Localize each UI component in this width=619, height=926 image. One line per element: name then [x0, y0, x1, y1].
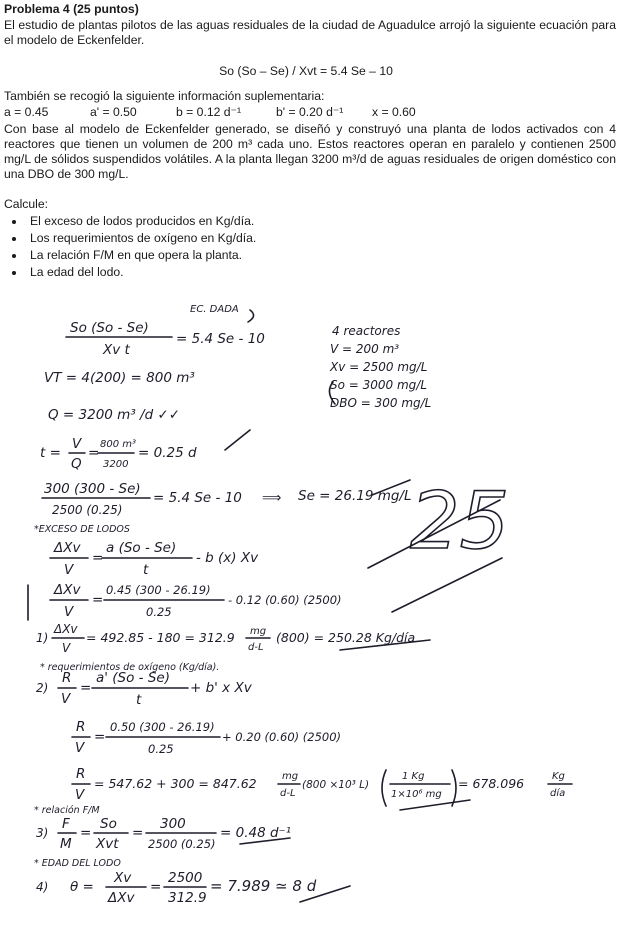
param-a-prime: a' = 0.50: [90, 105, 137, 119]
hw-o1-lhs-den: V: [61, 691, 71, 707]
hw-r1-unit-num: mg: [250, 626, 267, 637]
hw-fm-lhs-den: M: [60, 836, 72, 852]
hw-given-so: So = 3000 mg/L: [330, 378, 428, 392]
hw-o3-result-unit-num: Kg: [552, 771, 565, 782]
task-item: • El exceso de lodos producidos en Kg/día.: [26, 213, 256, 230]
hw-fm-index: 3): [36, 826, 49, 840]
hw-ex2-lhs-num: ΔXv: [54, 582, 81, 598]
hw-eq-sign: =: [92, 550, 104, 566]
hw-fm-num: 300: [160, 816, 186, 832]
hw-t-den: 3200: [103, 459, 129, 470]
hw-total-volume: VT = 4(200) = 800 m³: [44, 370, 195, 386]
hw-se-result: Se = 26.19 mg/L: [298, 488, 412, 504]
hw-eq-rhs: = 5.4 Se - 10: [176, 331, 265, 347]
task-item: • Los requerimientos de oxígeno en Kg/día.: [26, 230, 256, 247]
hw-ex2-mid-num: 0.45 (300 - 26.19): [106, 583, 211, 597]
hw-given-volume: V = 200 m³: [330, 342, 400, 356]
hw-o2-mid-num: 0.50 (300 - 26.19): [110, 720, 215, 734]
problem-intro: El estudio de plantas pilotos de las aguas residuales de la ciudad de Aguadulce arrojó la siguiente ecuación para el modelo de Eckenfelder.: [4, 18, 616, 47]
hw-r1-lhs-den: V: [62, 641, 71, 655]
hw-se-rhs: = 5.4 Se - 10: [153, 490, 242, 506]
param-b-prime: b' = 0.20 d⁻¹: [276, 105, 344, 119]
hw-ec-dada: EC. DADA: [190, 304, 239, 315]
handwritten-solution: [0, 290, 619, 926]
hw-given-xv: Xv = 2500 mg/L: [330, 360, 428, 374]
hw-heading-fm: * relación F/M: [34, 805, 100, 816]
hw-ed-num2: 2500: [168, 870, 203, 886]
problem-title: Problema 4 (25 puntos): [4, 2, 139, 16]
hw-ed-index: 4): [36, 880, 49, 894]
hw-o3-conv-den: 1×10⁶ mg: [391, 789, 442, 800]
hw-t-eq: =: [88, 445, 100, 461]
hw-ex2-mid-den: 0.25: [146, 605, 172, 619]
hw-flow: Q = 3200 m³ /d ✓✓: [48, 407, 181, 423]
hw-r1-values: = 492.85 - 180 = 312.9: [86, 630, 235, 645]
problem-description: Con base al modelo de Eckenfelder generado, se diseñó y construyó una planta de lodos activados con 4 reactores que tienen un volumen de 200 m³ cada uno. Estos reactores operan en paralelo y contienen 2500 mg/L de sólidos suspendidos volátiles. A la planta llegan 3200 m³/d de aguas residuales de origen doméstico con una DBO de 300 mg/L.: [4, 122, 616, 181]
hw-o1-mid-den: t: [136, 692, 142, 708]
hw-r1-result: (800) = 250.28 Kg/día: [276, 630, 416, 645]
hw-o3-unit-den: d-L: [280, 788, 296, 799]
calcule-label: Calcule:: [4, 197, 49, 211]
hw-o1-index: 2): [36, 681, 49, 695]
hw-o3-result-unit-den: día: [550, 788, 566, 799]
hw-eq-sign: =: [94, 729, 106, 745]
hw-fm-den: 2500 (0.25): [148, 837, 216, 851]
hw-eq-sign: =: [92, 592, 104, 608]
hw-ed-den2: 312.9: [168, 890, 207, 906]
hw-ex2-tail: - 0.12 (0.60) (2500): [228, 593, 342, 607]
hw-eq-sign: =: [150, 879, 162, 895]
hw-heading-edad: * EDAD DEL LODO: [34, 858, 121, 869]
hw-ed-den1: ΔXv: [108, 890, 135, 906]
hw-ex1-mid-den: t: [143, 562, 149, 578]
hw-o2-tail: + 0.20 (0.60) (2500): [222, 730, 342, 744]
hw-o2-lhs-num: R: [76, 719, 86, 735]
hw-t-q: Q: [71, 456, 82, 472]
hw-t-label: t =: [40, 445, 61, 461]
hw-t-result: = 0.25 d: [138, 445, 197, 461]
hw-ex2-lhs-den: V: [64, 604, 74, 620]
parameters-line: [4, 105, 616, 120]
hw-heading-oxygen: * requerimientos de oxígeno (Kg/día).: [40, 662, 220, 673]
hw-o3-result: = 678.096: [458, 776, 525, 791]
hw-given-reactors: 4 reactores: [332, 324, 401, 338]
supplementary-label: También se recogió la siguiente información suplementaria:: [4, 89, 325, 103]
hw-grade: 25: [410, 477, 510, 567]
hw-r1-index: 1): [36, 631, 49, 645]
model-equation: So (So – Se) / Xvt = 5.4 Se – 10: [219, 64, 393, 78]
hw-underline-stroke: [400, 800, 470, 810]
hw-check-mark: [225, 430, 250, 450]
hw-eq-numerator: So (So - Se): [70, 320, 149, 336]
hw-o3-conv-num: 1 Kg: [402, 771, 425, 782]
hw-bracket-mark: [248, 310, 254, 322]
hw-eq-denominator: Xv t: [103, 342, 130, 358]
hw-paren-left: [382, 770, 386, 806]
hw-heading-exceso: *EXCESO DE LODOS: [34, 524, 130, 535]
hw-t-num: 800 m³: [100, 439, 137, 450]
hw-fm-mid-den: Xvt: [96, 836, 119, 852]
hw-o2-lhs-den: V: [75, 740, 85, 756]
hw-o1-lhs-num: R: [62, 670, 72, 686]
hw-ex1-mid-num: a (So - Se): [106, 540, 177, 556]
hw-ex1-tail: - b (x) Xv: [196, 550, 259, 566]
hw-eq-sign: =: [132, 825, 144, 841]
hw-r1-lhs-num: ΔXv: [54, 622, 78, 636]
hw-o3-values: = 547.62 + 300 = 847.62: [94, 776, 257, 791]
hw-eq-sign: =: [80, 680, 92, 696]
param-b: b = 0.12 d⁻¹: [176, 105, 242, 119]
task-item: • La edad del lodo.: [26, 264, 256, 281]
hw-o1-tail: + b' x Xv: [190, 680, 252, 696]
hw-o3-lhs-num: R: [76, 766, 86, 782]
hw-fm-mid-num: So: [100, 816, 117, 832]
hw-given-dbo: DBO = 300 mg/L: [330, 396, 432, 410]
hw-ex1-lhs-num: ΔXv: [54, 540, 81, 556]
hw-o1-mid-num: a' (So - Se): [96, 670, 170, 686]
hw-o2-mid-den: 0.25: [148, 742, 174, 756]
hw-ed-result: = 7.989 ≃ 8 d: [210, 877, 317, 895]
hw-fm-lhs-num: F: [62, 816, 70, 832]
hw-paren-right: [452, 770, 456, 806]
hw-o3-lhs-den: V: [75, 787, 85, 803]
param-a: a = 0.45: [4, 105, 49, 119]
hw-eq-sign: =: [80, 825, 92, 841]
task-list: [4, 213, 256, 281]
param-x: x = 0.60: [372, 105, 416, 119]
hw-o3-volume: (800 ×10³ L): [302, 779, 370, 791]
hw-ed-theta: θ =: [70, 879, 94, 895]
hw-se-numerator: 300 (300 - Se): [44, 481, 141, 497]
hw-fm-result: = 0.48 d⁻¹: [220, 825, 292, 841]
hw-se-denominator: 2500 (0.25): [52, 503, 123, 517]
hw-se-arrow: ⟹: [262, 490, 282, 506]
hw-ed-num1: Xv: [114, 870, 132, 886]
hw-t-v: V: [72, 436, 82, 452]
hw-r1-unit-den: d-L: [248, 642, 264, 653]
task-item: • La relación F/M en que opera la planta.: [26, 247, 256, 264]
hw-ex1-lhs-den: V: [64, 562, 74, 578]
hw-o3-unit-num: mg: [282, 771, 299, 782]
